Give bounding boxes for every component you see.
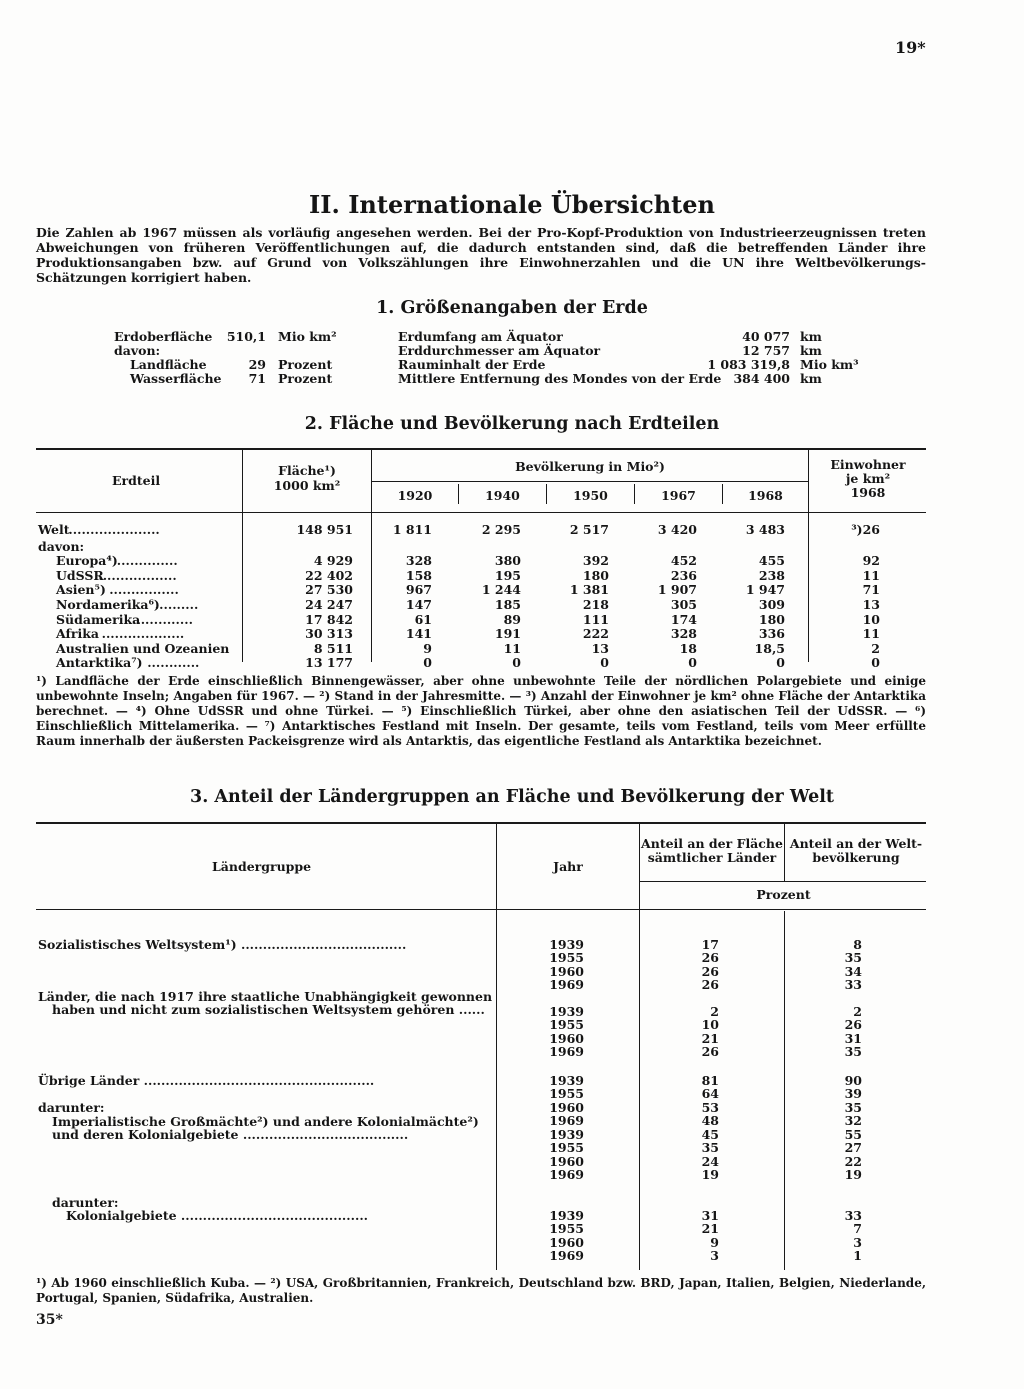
- data-cell-v1968: 309: [758, 597, 785, 612]
- header-erdteil: Erdteil: [112, 473, 161, 488]
- data-cell-dichte: 13: [862, 597, 880, 612]
- header-einwohner-year: 1968: [850, 485, 886, 500]
- col-divider: [242, 450, 243, 662]
- bevoelkerung-cell: 8: [853, 937, 862, 952]
- continent-name: Antarktika⁷): [56, 655, 143, 671]
- flaeche-cell: 26: [701, 1044, 719, 1060]
- group-label: darunter:: [38, 1100, 105, 1116]
- data-cell-v1920: 147: [405, 597, 432, 612]
- bevoelkerung-cell: 35: [844, 1099, 862, 1115]
- data-cell-dichte: 0: [871, 655, 880, 671]
- continent-name: Europa⁴): [56, 553, 118, 569]
- data-cell-v1968: 455: [758, 553, 785, 569]
- data-cell-v1967: 3 420: [657, 522, 697, 537]
- data-cell-v1950: 1 381: [569, 582, 609, 598]
- data-cell-v1967: 0: [688, 655, 697, 671]
- col-divider: [639, 824, 640, 1270]
- flaeche-cell: 26: [701, 950, 719, 966]
- earth-value: 384 400: [733, 371, 790, 386]
- table-rule-top: [36, 448, 926, 450]
- data-cell-dichte: ³)26: [851, 522, 880, 537]
- year-cell: 1960: [549, 1234, 584, 1250]
- earth-unit: km: [800, 371, 822, 386]
- header-year: 1950: [573, 488, 608, 503]
- group-label: darunter:: [52, 1194, 119, 1210]
- year-cell: 1939: [549, 1127, 584, 1142]
- earth-value: 40 077: [742, 329, 790, 344]
- earth-unit: km: [800, 343, 822, 358]
- data-cell-flaeche: 8 511: [313, 640, 353, 656]
- data-cell-flaeche: 24 247: [305, 597, 353, 612]
- bevoelkerung-cell: 90: [844, 1073, 862, 1088]
- data-cell-v1968: 336: [758, 626, 785, 642]
- year-cell: 1969: [549, 1167, 584, 1183]
- flaeche-cell: 24: [701, 1153, 719, 1169]
- data-cell-v1920: 9: [423, 640, 432, 656]
- year-cell: 1960: [549, 1030, 584, 1046]
- col-divider: [496, 824, 497, 1270]
- data-cell-flaeche: 30 313: [305, 626, 353, 642]
- flaeche-cell: 26: [701, 977, 719, 993]
- data-cell-flaeche: 22 402: [305, 567, 353, 583]
- year-cell: 1939: [549, 1208, 584, 1223]
- data-cell-v1968: 0: [776, 655, 785, 671]
- data-cell-v1968: 238: [758, 567, 785, 583]
- col-divider: [784, 824, 785, 881]
- data-cell-v1940: 195: [494, 567, 521, 583]
- year-cell: 1960: [549, 1153, 584, 1169]
- data-cell-v1940: 0: [512, 655, 521, 671]
- year-cell: 1955: [549, 950, 584, 966]
- header-bevoelkerung: Bevölkerung in Mio²): [515, 459, 665, 474]
- data-cell-v1967: 18: [679, 640, 697, 656]
- year-cell: 1955: [549, 1086, 584, 1102]
- header-year: 1940: [485, 488, 520, 503]
- data-cell-v1968: 18,5: [754, 640, 785, 656]
- data-cell-v1940: 191: [494, 626, 521, 642]
- data-cell-flaeche: 27 530: [305, 582, 353, 598]
- leader-dots: ..............: [116, 553, 178, 569]
- continent-name: davon:: [38, 538, 85, 554]
- table-rule-head: [36, 512, 926, 513]
- earth-value: 12 757: [742, 343, 790, 358]
- header-einwohner: Einwohner: [830, 457, 906, 472]
- data-cell-v1950: 222: [582, 626, 609, 642]
- section1-title: 1. Größenangaben der Erde: [376, 298, 648, 318]
- section3-title: 3. Anteil der Ländergruppen an Fläche und Bevölkerung der Welt: [190, 787, 834, 807]
- data-cell-flaeche: 13 177: [305, 655, 353, 671]
- page-number-top: 19*: [895, 38, 926, 57]
- data-cell-v1920: 328: [405, 553, 432, 569]
- bevoelkerung-cell: 35: [844, 1044, 862, 1060]
- header-bevoelkerung: Anteil an der Welt-: [789, 836, 923, 851]
- data-cell-v1940: 89: [503, 611, 521, 627]
- data-cell-v1950: 2 517: [569, 522, 609, 537]
- continent-name: Welt: [38, 522, 70, 537]
- bevoelkerung-cell: 1: [853, 1248, 862, 1264]
- section2-footnote: ¹) Landfläche der Erde einschließlich Binnengewässer, aber ohne unbewohnte Teile der nördlichen Polargebiete und einige unbewohnte Inseln; Angaben für 1967. — ²) Stand in der Jahresmitte. — ³) Anzahl der Einwohner je km² ohne Fläche der Antarktika berechnet. — ⁴) Ohne UdSSR und ohne Türkei. — ⁵) Einschließlich Türkei, aber ohne den asiatischen Teil der UdSSR. — ⁶) Einschließlich Mittelamerika. — ⁷) Antarktisches Festland mit Inseln. Der gesamte, teils vom Festland, teils vom Meer erfüllte Raum innerhalb der äußersten Packeisgrenze wird als Antarktis, das eigentliche Festland als Antarktika bezeichnet.: [36, 674, 926, 748]
- bevoelkerung-cell: 33: [844, 1208, 862, 1223]
- flaeche-cell: 35: [701, 1140, 719, 1156]
- data-cell-v1940: 2 295: [481, 522, 521, 537]
- group-label: und deren Kolonialgebiete ......................................: [52, 1127, 409, 1142]
- data-cell-v1950: 392: [582, 553, 609, 569]
- continent-name: Nordamerika⁶): [56, 597, 160, 612]
- bevoelkerung-cell: 34: [844, 963, 862, 979]
- section2-title: 2. Fläche und Bevölkerung nach Erdteilen: [304, 414, 720, 434]
- flaeche-cell: 9: [710, 1234, 719, 1250]
- header-einwohner-unit: je km²: [845, 471, 891, 486]
- earth-unit: Mio km³: [800, 357, 859, 372]
- earth-unit: km: [800, 329, 822, 344]
- flaeche-cell: 17: [701, 937, 719, 952]
- intro-paragraph: Die Zahlen ab 1967 müssen als vorläufig angesehen werden. Bei der Pro-Kopf-Produktion von Industrieerzeugnissen treten Abweichungen von früheren Veröffentlichungen auf, die dadurch entstanden sind, daß die betreffenden Länder ihre Produktionsangaben bzw. auf Grund von Volkszählungen ihre Einwohnerzahlen und die UN ihre Weltbevölkerungs-Schätzungen korrigiert haben.: [36, 225, 926, 285]
- data-cell-v1950: 111: [582, 611, 609, 627]
- data-cell-v1967: 1 907: [657, 582, 697, 598]
- earth-value: 29: [248, 357, 266, 372]
- col-divider: [784, 911, 785, 1270]
- data-cell-flaeche: 148 951: [296, 522, 353, 537]
- data-cell-dichte: 2: [871, 640, 880, 656]
- data-cell-v1950: 0: [600, 655, 609, 671]
- year-cell: 1960: [549, 1099, 584, 1115]
- data-cell-v1920: 61: [414, 611, 432, 627]
- data-cell-v1968: 180: [758, 611, 785, 627]
- data-cell-v1940: 11: [503, 640, 521, 656]
- earth-label: Landfläche: [130, 357, 207, 372]
- main-title: II. Internationale Übersichten: [309, 190, 715, 219]
- flaeche-cell: 26: [701, 963, 719, 979]
- data-cell-v1967: 236: [670, 567, 697, 583]
- year-cell: 1955: [549, 1140, 584, 1156]
- year-cell: 1939: [549, 937, 584, 952]
- bevoelkerung-cell: 39: [844, 1086, 862, 1102]
- flaeche-cell: 64: [701, 1086, 719, 1102]
- bevoelkerung-cell: 55: [844, 1127, 862, 1142]
- bevoelkerung-cell: 32: [844, 1113, 862, 1129]
- flaeche-cell: 45: [701, 1127, 719, 1142]
- flaeche-cell: 48: [701, 1113, 719, 1129]
- leader-dots: ..............: [132, 611, 193, 627]
- section3-footnote: ¹) Ab 1960 einschließlich Kuba. — ²) USA, Großbritannien, Frankreich, Deutschland bzw. BRD, Japan, Italien, Belgien, Niederlande, Portugal, Spanien, Südafrika, Australien.: [36, 1276, 926, 1305]
- leader-dots: ...................: [94, 567, 177, 583]
- year-cell: 1939: [549, 1004, 584, 1019]
- group-label: Übrige Länder .....................................................: [38, 1073, 375, 1088]
- table-rule-mid: [372, 481, 808, 482]
- flaeche-cell: 53: [701, 1099, 719, 1115]
- data-cell-v1967: 452: [670, 553, 697, 569]
- group-label: Sozialistisches Weltsystem¹) ......................................: [38, 937, 407, 952]
- data-cell-v1940: 1 244: [481, 582, 521, 598]
- data-cell-v1940: 380: [494, 553, 521, 569]
- leader-dots: ..........: [154, 597, 199, 612]
- data-cell-v1920: 141: [405, 626, 432, 642]
- table-rule-head: [36, 909, 926, 910]
- flaeche-cell: 21: [701, 1030, 719, 1046]
- earth-label: Rauminhalt der Erde: [398, 357, 546, 372]
- data-cell-dichte: 10: [862, 611, 880, 627]
- earth-label: Erddurchmesser am Äquator: [398, 343, 601, 358]
- header-bevoelkerung-2: bevölkerung: [812, 850, 900, 865]
- year-cell: 1955: [549, 1017, 584, 1033]
- header-flaeche: Fläche¹): [278, 463, 336, 478]
- group-label: haben und nicht zum sozialistischen Weltsystem gehören ......: [52, 1002, 485, 1018]
- year-cell: 1939: [549, 1073, 584, 1088]
- continent-name: Afrika: [56, 626, 99, 642]
- year-cell: 1969: [549, 1113, 584, 1129]
- data-cell-dichte: 11: [862, 626, 880, 642]
- earth-value: 1 083 319,8: [707, 357, 790, 372]
- earth-unit: Prozent: [278, 371, 333, 386]
- header-year: 1920: [397, 488, 433, 503]
- data-cell-dichte: 71: [862, 582, 880, 598]
- page-number-bottom: 35*: [36, 1312, 63, 1328]
- leader-dots: .....................: [68, 522, 160, 537]
- bevoelkerung-cell: 33: [844, 977, 862, 993]
- data-cell-v1967: 328: [670, 626, 697, 642]
- leader-dots: ................: [109, 582, 179, 598]
- earth-value: 510,1: [226, 329, 266, 344]
- group-label: Länder, die nach 1917 ihre staatliche Unabhängigkeit gewonnen: [38, 989, 493, 1004]
- header-laendergruppe: Ländergruppe: [212, 859, 312, 874]
- earth-unit: Prozent: [278, 357, 333, 372]
- header-year: 1967: [661, 488, 696, 503]
- data-cell-flaeche: 17 842: [305, 611, 353, 627]
- data-cell-flaeche: 4 929: [313, 553, 353, 569]
- data-cell-dichte: 92: [862, 553, 880, 569]
- data-cell-v1950: 180: [582, 567, 609, 583]
- continent-name: Asien⁵): [56, 582, 106, 598]
- bevoelkerung-cell: 19: [844, 1167, 862, 1183]
- header-flaeche-2: sämtlicher Länder: [647, 850, 777, 865]
- data-cell-v1967: 174: [670, 611, 697, 627]
- bevoelkerung-cell: 22: [844, 1153, 862, 1169]
- data-cell-v1920: 967: [405, 582, 432, 598]
- flaeche-cell: 2: [710, 1004, 719, 1019]
- earth-unit: Mio km²: [278, 329, 337, 344]
- continent-name: UdSSR: [56, 567, 104, 583]
- continent-name: Australien und Ozeanien: [56, 640, 230, 656]
- table-rule-mid: [640, 881, 926, 882]
- data-cell-v1940: 185: [494, 597, 521, 612]
- table-rule-top: [36, 822, 926, 824]
- data-cell-v1968: 3 483: [745, 522, 785, 537]
- year-cell: 1969: [549, 1044, 584, 1060]
- header-flaeche: Anteil an der Fläche: [641, 836, 783, 851]
- leader-dots: ............: [147, 655, 200, 671]
- col-divider: [808, 450, 809, 662]
- header-prozent: Prozent: [756, 887, 811, 902]
- data-cell-v1920: 158: [405, 567, 432, 583]
- data-cell-v1950: 218: [582, 597, 609, 612]
- data-cell-v1920: 0: [423, 655, 432, 671]
- data-cell-v1968: 1 947: [745, 582, 785, 598]
- earth-label: davon:: [114, 343, 161, 358]
- bevoelkerung-cell: 7: [853, 1221, 862, 1237]
- data-cell-dichte: 11: [862, 567, 880, 583]
- year-cell: 1969: [549, 1248, 584, 1264]
- header-jahr: Jahr: [553, 859, 583, 874]
- header-flaeche-unit: 1000 km²: [273, 478, 341, 493]
- year-cell: 1955: [549, 1221, 584, 1237]
- continent-name: Südamerika: [56, 611, 141, 627]
- flaeche-cell: 19: [701, 1167, 719, 1183]
- bevoelkerung-cell: 2: [853, 1004, 862, 1019]
- bevoelkerung-cell: 3: [853, 1234, 862, 1250]
- year-cell: 1969: [549, 977, 584, 993]
- bevoelkerung-cell: 35: [844, 950, 862, 966]
- data-cell-v1920: 1 811: [392, 522, 432, 537]
- leader-dots: ...................: [101, 626, 185, 642]
- flaeche-cell: 21: [701, 1221, 719, 1237]
- earth-label: Wasserfläche: [130, 371, 222, 386]
- earth-label: Erdumfang am Äquator: [398, 329, 563, 344]
- group-label: Kolonialgebiete ...........................................: [66, 1208, 369, 1223]
- flaeche-cell: 3: [710, 1248, 719, 1264]
- flaeche-cell: 10: [701, 1017, 719, 1033]
- earth-label: Erdoberfläche: [114, 329, 213, 344]
- header-year: 1968: [748, 488, 783, 503]
- data-cell-v1967: 305: [670, 597, 697, 612]
- flaeche-cell: 31: [701, 1208, 719, 1223]
- bevoelkerung-cell: 27: [844, 1140, 862, 1156]
- bevoelkerung-cell: 26: [844, 1017, 862, 1033]
- bevoelkerung-cell: 31: [844, 1030, 862, 1046]
- flaeche-cell: 81: [701, 1073, 719, 1088]
- earth-label: Mittlere Entfernung des Mondes von der Erde: [398, 371, 722, 386]
- year-cell: 1960: [549, 963, 584, 979]
- data-cell-v1950: 13: [591, 640, 609, 656]
- group-label: Imperialistische Großmächte²) und andere Kolonialmächte²): [52, 1113, 479, 1129]
- earth-value: 71: [248, 371, 266, 386]
